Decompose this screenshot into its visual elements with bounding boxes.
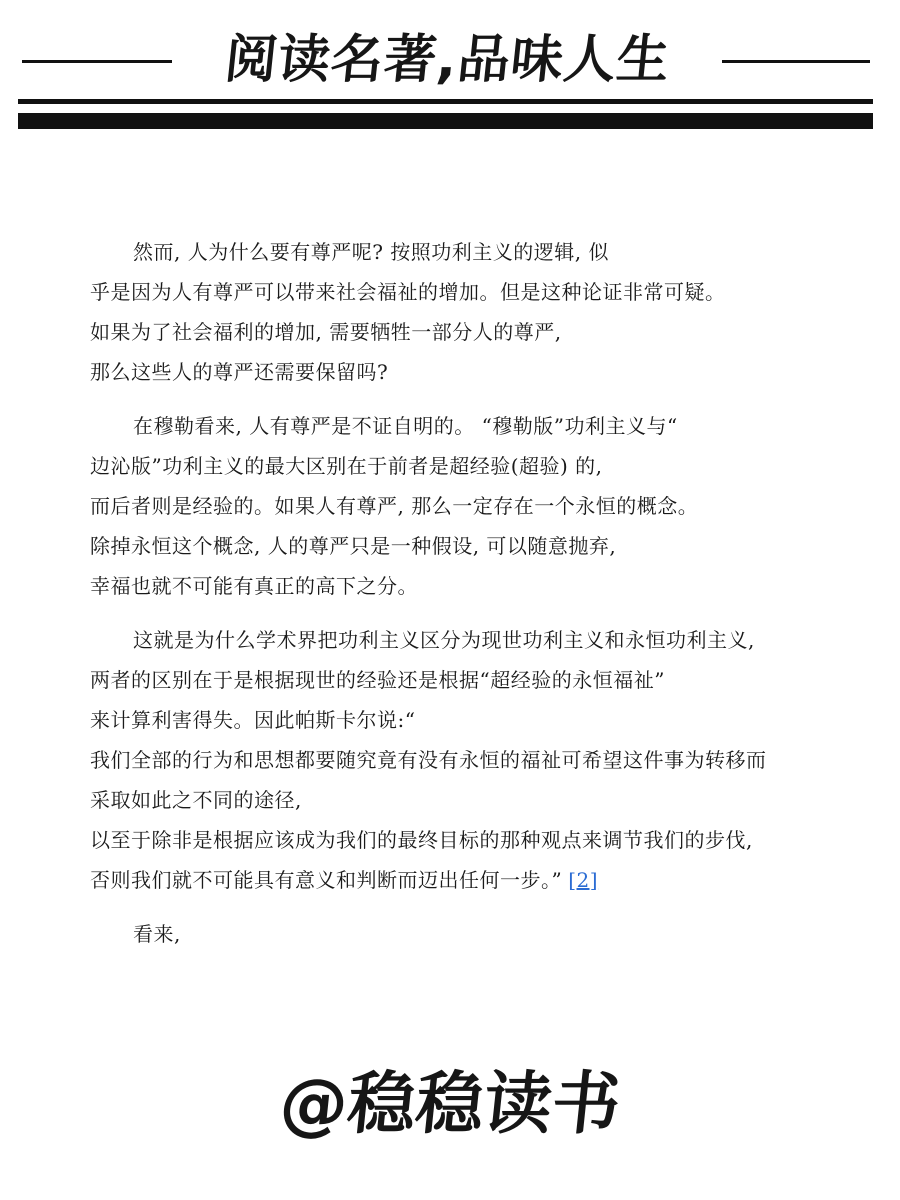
header-line-right (722, 60, 870, 63)
paragraph-line: 边沁版”功利主义的最大区别在于前者是超经验(超验) 的, (90, 454, 603, 478)
paragraph-line: 乎是因为人有尊严可以带来社会福祉的增加。但是这种论证非常可疑。 (90, 280, 726, 304)
paragraph-line: 在穆勒看来, 人有尊严是不证自明的。 “穆勒版”功利主义与“ (133, 414, 678, 438)
paragraph-line: 而后者则是经验的。如果人有尊严, 那么一定存在一个永恒的概念。 (90, 494, 699, 518)
paragraph-line: 那么这些人的尊严还需要保留吗? (90, 360, 389, 384)
paragraph-line-text: 否则我们就不可能具有意义和判断而迈出任何一步。” (90, 868, 563, 892)
paragraph-line: 幸福也就不可能有真正的高下之分。 (90, 574, 418, 598)
header-rule-thick (18, 113, 873, 129)
paragraph-line: 然而, 人为什么要有尊严呢? 按照功利主义的逻辑, 似 (133, 240, 610, 264)
paragraph-line: 两者的区别在于是根据现世的经验还是根据“超经验的永恒福祉” (90, 668, 665, 692)
paragraph-line: 来计算利害得失。因此帕斯卡尔说:“ (90, 708, 416, 732)
paragraph-line: 如果为了社会福利的增加, 需要牺牲一部分人的尊严, (90, 320, 562, 344)
paragraph-2 (90, 406, 830, 606)
paragraph-line: 我们全部的行为和思想都要随究竟有没有永恒的福祉可希望这件事为转移而 (90, 748, 767, 772)
header-rule-thin (18, 99, 873, 104)
footnote-link[interactable]: [2] (568, 868, 599, 892)
paragraph-line: 采取如此之不同的途径, (90, 788, 302, 812)
header-line-left (22, 60, 172, 63)
paragraph-1 (90, 232, 830, 392)
paragraph-4 (90, 914, 830, 954)
header-title: 阅读名著,品味人生 (221, 30, 674, 90)
paragraph-line: 除掉永恒这个概念, 人的尊严只是一种假设, 可以随意抛弃, (90, 534, 617, 558)
paragraph-line: 这就是为什么学术界把功利主义区分为现世功利主义和永恒功利主义, (133, 628, 755, 652)
page-header (0, 0, 900, 140)
article-body (90, 232, 830, 968)
paragraph-3 (90, 620, 830, 900)
paragraph-line-last (90, 860, 830, 900)
paragraph-line: 以至于除非是根据应该成为我们的最终目标的那种观点来调节我们的步伐, (90, 828, 753, 852)
watermark-signature: @稳稳读书 (275, 1065, 625, 1144)
paragraph-line: 看来, (133, 922, 181, 946)
